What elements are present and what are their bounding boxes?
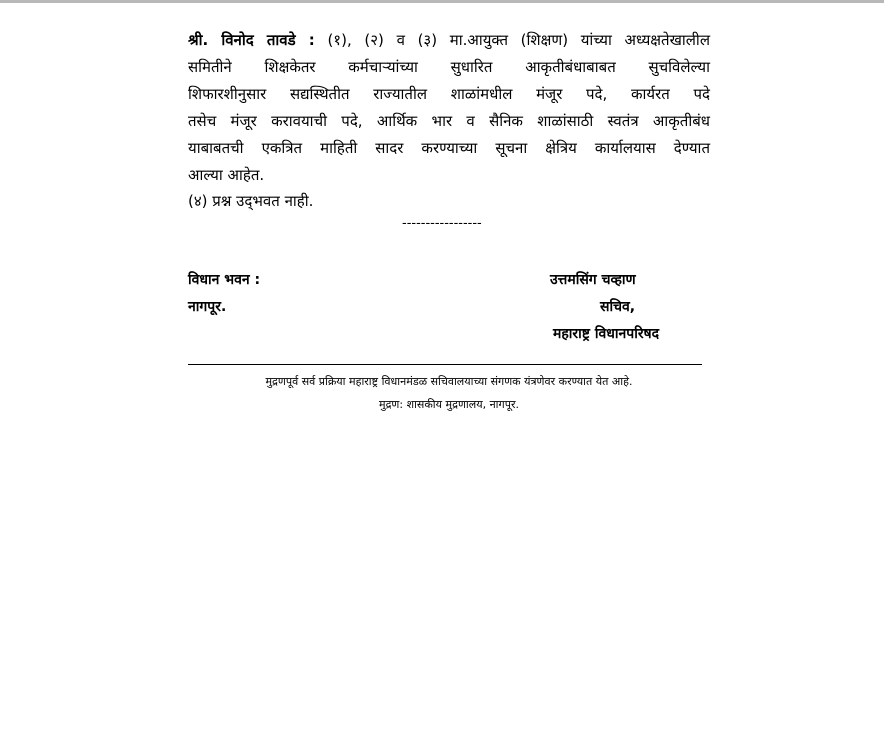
signatory-block <box>540 267 710 348</box>
signatory-designation: सचिव, <box>600 299 636 315</box>
answer-line-3: शिफारशीनुसार सद्यस्थितीत राज्यातील शाळांमधील मंजूर पदे, कार्यरत पदे <box>188 85 710 103</box>
answer-line-5: याबाबतची एकत्रित माहिती सादर करण्याच्या सूचना क्षेत्रिय कार्यालयास देण्यात <box>188 139 710 157</box>
speaker-name: श्री. विनोद तावडे : <box>188 31 315 49</box>
answer-paragraph <box>188 27 710 189</box>
answer-point-4: (४) प्रश्न उद्‌भवत नाही. <box>188 192 314 210</box>
footer-divider <box>188 364 702 365</box>
place-line-1: विधान भवन : <box>188 272 261 288</box>
answer-line-2: समितीने शिक्षकेतर कर्मचाऱ्यांच्या सुधारित आकृतीबंधाबाबत सुचविलेल्या <box>188 58 710 76</box>
signatory-organisation: महाराष्ट्र विधानपरिषद <box>553 326 660 342</box>
section-separator: ----------------- <box>402 216 482 231</box>
place-block <box>188 267 260 321</box>
answer-line-6: आल्या आहेत. <box>188 166 265 184</box>
footer-printing-note: मुद्रणपूर्व सर्व प्रक्रिया महाराष्ट्र विधानमंडळ सचिवालयाच्या संगणक यंत्रणेवर करण्यात येत आहे. <box>265 375 633 388</box>
answer-line-1 <box>188 27 710 54</box>
place-line-2: नागपूर. <box>188 299 227 315</box>
footer-printer-credit: मुद्रण: शासकीय मुद्रणालय, नागपूर. <box>379 398 519 411</box>
answer-line-4: तसेच मंजूर करावयाची पदे, आर्थिक भार व सैनिक शाळांसाठी स्वतंत्र आकृतीबंध <box>188 112 710 130</box>
signatory-name: उत्तमसिंग चव्हाण <box>550 272 636 288</box>
answer-line-1-text: (१), (२) व (३) मा.आयुक्त (शिक्षण) यांच्या अध्यक्षतेखालील <box>314 31 710 49</box>
